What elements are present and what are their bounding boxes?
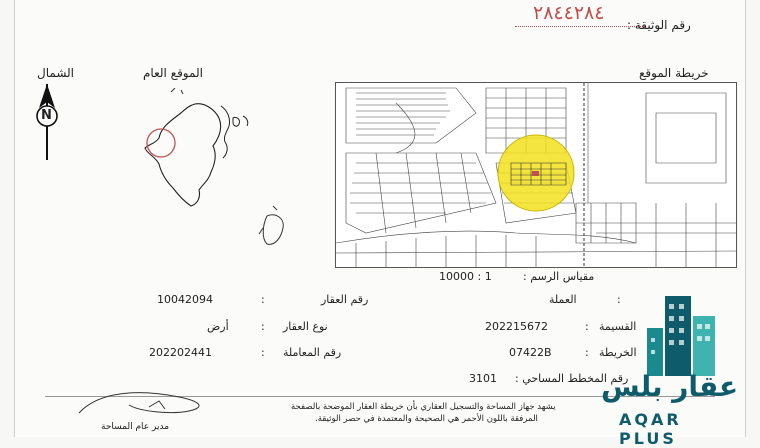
map-value: 07422B [509, 346, 552, 359]
survey-plan-value: 3101 [469, 372, 497, 385]
property-number-label: رقم العقار [321, 293, 369, 306]
site-map-drawing [336, 83, 736, 267]
colon-3: : [261, 346, 265, 359]
signature-image [69, 385, 219, 425]
certification-line-1: يشهد جهاز المساحة والتسجيل العقاري بأن خريطة العقار الموضحة بالصفحة [291, 402, 556, 412]
survey-plan-label: رقم المخطط المساحي : [515, 372, 629, 385]
logo-arabic-text: عقار بلس [601, 370, 739, 403]
colon-5: : [585, 320, 589, 333]
north-label: الشمال [37, 66, 75, 80]
colon-4: : [617, 293, 621, 306]
north-arrow-icon [33, 80, 73, 166]
property-number-value: 10042094 [157, 293, 213, 306]
logo-latin-text: AQAR PLUS [619, 410, 682, 448]
document-page [14, 0, 746, 448]
parcel-value: 202215672 [485, 320, 548, 333]
director-label: مدير عام المساحة [101, 422, 170, 432]
scale-label: مقياس الرسم : [523, 270, 595, 283]
property-type-label: نوع العقار [283, 320, 328, 333]
colon-6: : [585, 346, 589, 359]
site-map [335, 82, 737, 268]
general-location-title: الموقع العام [143, 66, 203, 80]
map-label: الخريطة [599, 346, 637, 359]
scale-value: 10000 : 1 [439, 270, 492, 283]
site-map-title: خريطة الموقع [639, 66, 709, 80]
aqar-plus-logo-icon [645, 288, 725, 378]
currency-label: العملة [549, 293, 577, 306]
transaction-number-value: 202202441 [149, 346, 212, 359]
colon-2: : [261, 320, 265, 333]
certification-line-2: المرفقة باللون الأحمر هي الصحيحة والمعتمدة في حصر الوثيقة. [315, 414, 538, 424]
document-number-underline [515, 26, 645, 27]
country-outline-map [125, 88, 305, 258]
parcel-label: القسيمة [599, 320, 637, 333]
north-letter: N [41, 108, 52, 123]
document-number-label: رقم الوثيقة : [627, 18, 691, 32]
colon-1: : [261, 293, 265, 306]
transaction-number-label: رقم المعاملة [283, 346, 342, 359]
property-type-value: أرض [207, 320, 229, 333]
document-number: ٢٨٤٤٢٨٤ [533, 2, 605, 24]
